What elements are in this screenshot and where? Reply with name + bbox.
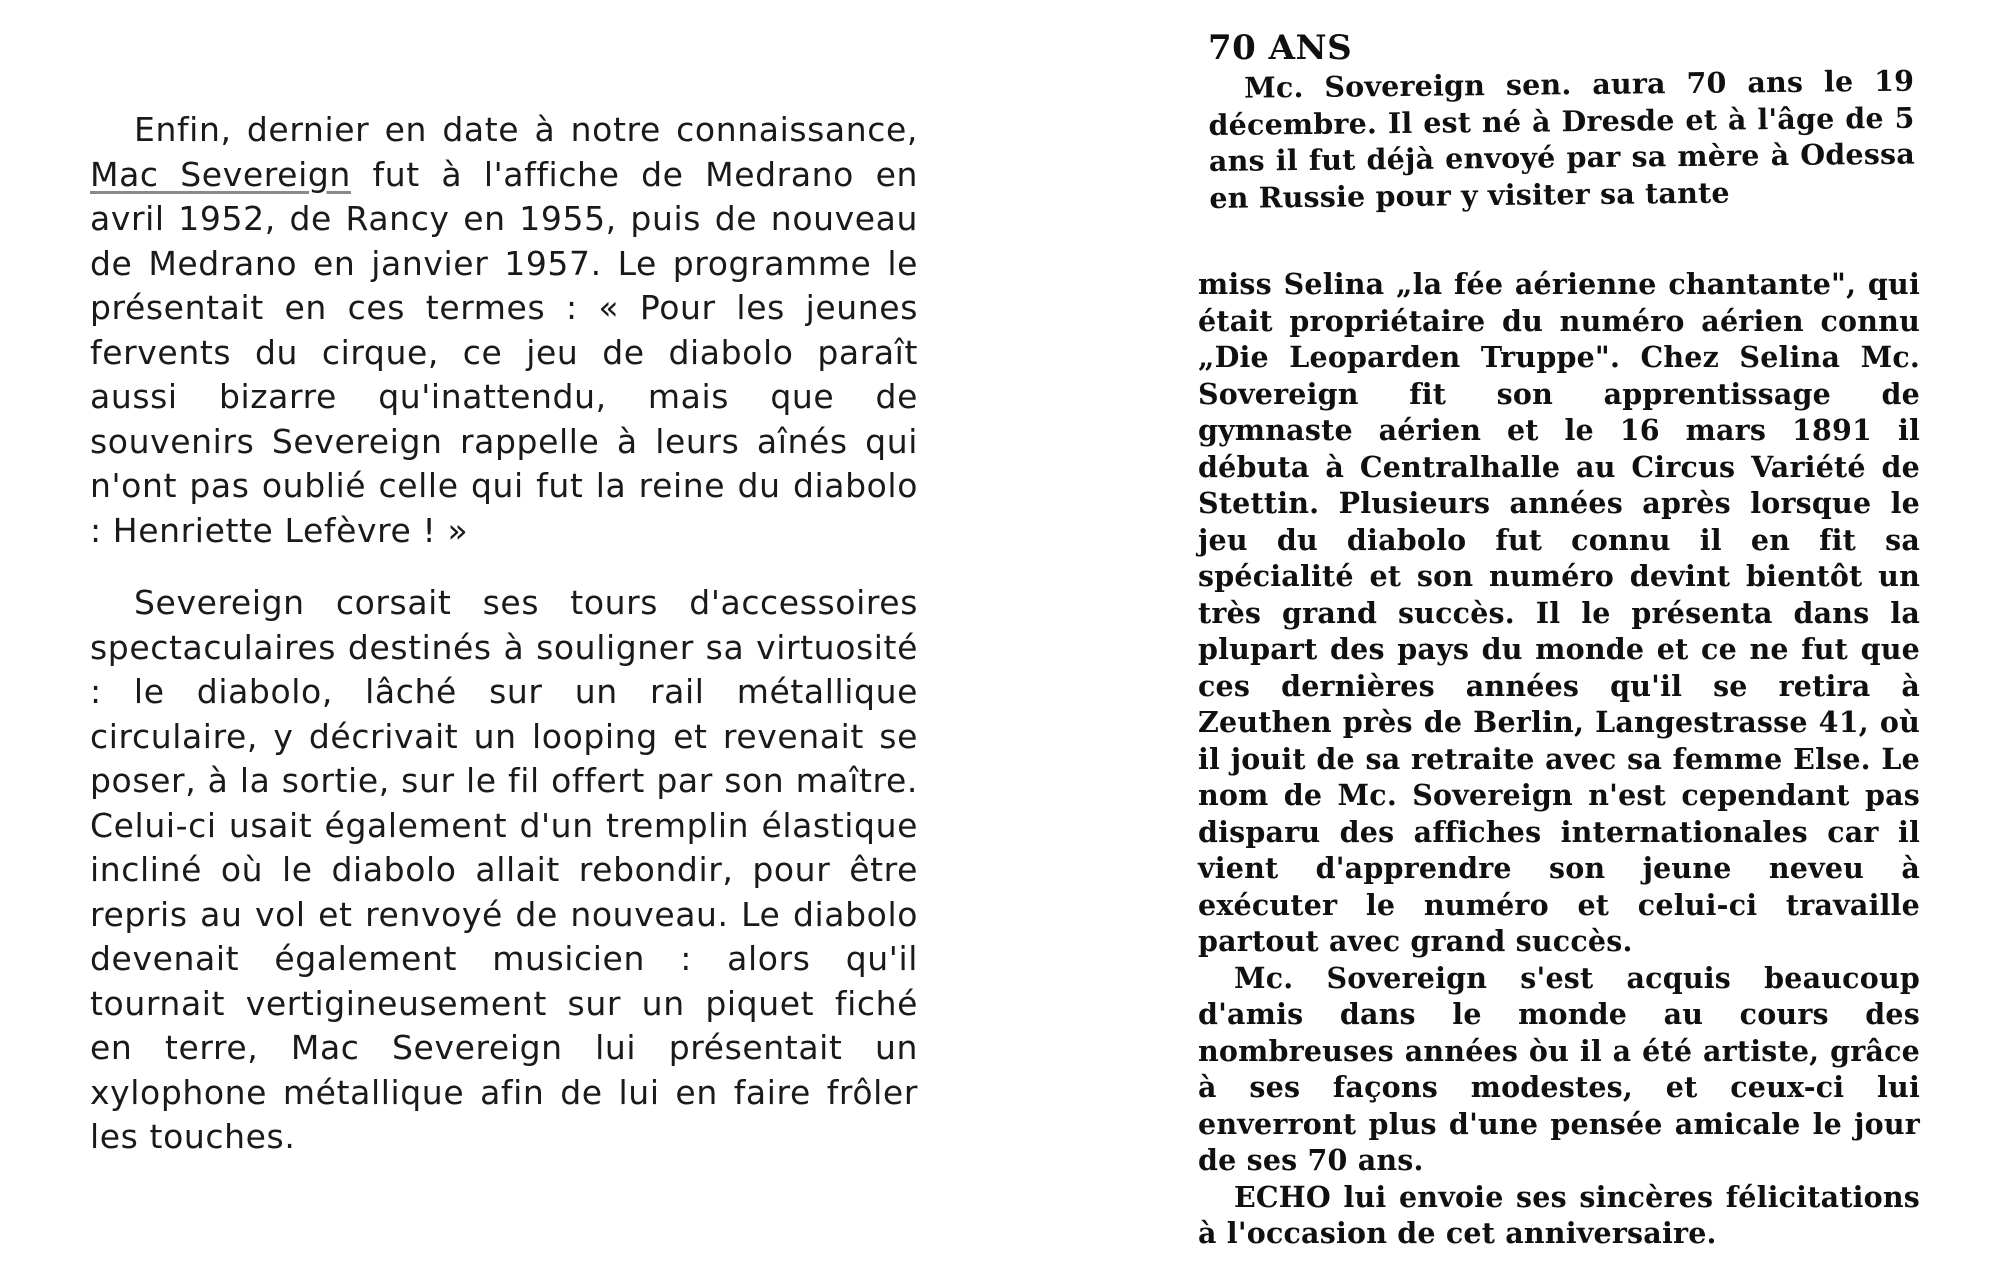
clipping-top bbox=[1208, 63, 1915, 216]
underlined-name: Mac Severeign bbox=[90, 154, 351, 194]
newspaper-clipping-column bbox=[1198, 28, 1920, 1252]
left-paragraph-2: Severeign corsait ses tours d'accessoires spectaculaires destinés à souligner sa virtuosité : le diabolo, lâché sur un rail métallique circulaire, y décrivait un looping et revenait se poser, à la sortie, sur le fil offert par son maître. Celui-ci usait également d'un tremplin élastique incliné où le diabolo allait rebondir, pour être repris au vol et renvoyé de nouveau. Le diabolo devenait également musicien : alors qu'il tournait vertigineusement sur un piquet fiché en terre, Mac Severeign lui présentait un xylophone métallique afin de lui en faire frôler les touches. bbox=[90, 583, 918, 1156]
clipping-paragraph-2: Mc. Sovereign s'est acquis beaucoup d'amis dans le monde au cours des nombreuses années òu il a été artiste, grâce à ses façons modestes, et ceux-ci lui enverront plus d'une pensée amicale le jour de ses 70 ans. bbox=[1198, 960, 1920, 1177]
clipping-bottom bbox=[1198, 266, 1920, 1252]
article-heading: 70 ANS bbox=[1208, 28, 1353, 68]
left-text-column bbox=[90, 108, 918, 1160]
left-paragraph-1-body: fut à l'affiche de Medrano en avril 1952, de Rancy en 1955, puis de nouveau de Medrano en janvier 1957. Le programme le présentait en ces termes : « Pour les jeunes fervents du cirque, ce jeu de diabolo paraît aussi bizarre qu'inattendu, mais que de souvenirs Severeign rappelle à leurs aînés qui n'ont pas oublié celle qui fut la reine du diabolo : Henriette Lefèvre ! » bbox=[90, 154, 918, 550]
clipping-paragraph-3: ECHO lui envoie ses sincères félicitations à l'occasion de cet anniversaire. bbox=[1198, 1179, 1920, 1250]
clipping-top-paragraph: Mc. Sovereign sen. aura 70 ans le 19 décembre. Il est né à Dresde et à l'âge de 5 ans il fut déjà envoyé par sa mère à Odessa en Russie pour y visiter sa tante bbox=[1208, 63, 1916, 215]
left-paragraph-1-intro: Enfin, dernier en date à notre connaissance, bbox=[134, 110, 918, 149]
left-paragraph-1 bbox=[90, 108, 918, 553]
clipping-paragraph-1: miss Selina „la fée aérienne chantante", qui était propriétaire du numéro aérien connu „Die Leoparden Truppe". Chez Selina Mc. Sovereign fit son apprentissage de gymnaste aérien et le 16 mars 1891 il débuta à Centralhalle au Circus Variété de Stettin. Plusieurs années après lorsque le jeu du diabolo fut connu il en fit sa spécialité et son numéro devint bientôt un très grand succès. Il le présenta dans la plupart des pays du monde et ce ne fut que ces dernières années qu'il se retira à Zeuthen près de Berlin, Langestrasse 41, où il jouit de sa retraite avec sa femme Else. Le nom de Mc. Sovereign n'est cependant pas disparu des affiches internationales car il vient d'apprendre son jeune neveu à exécuter le numéro et celui-ci travaille partout avec grand succès. bbox=[1198, 267, 1920, 958]
